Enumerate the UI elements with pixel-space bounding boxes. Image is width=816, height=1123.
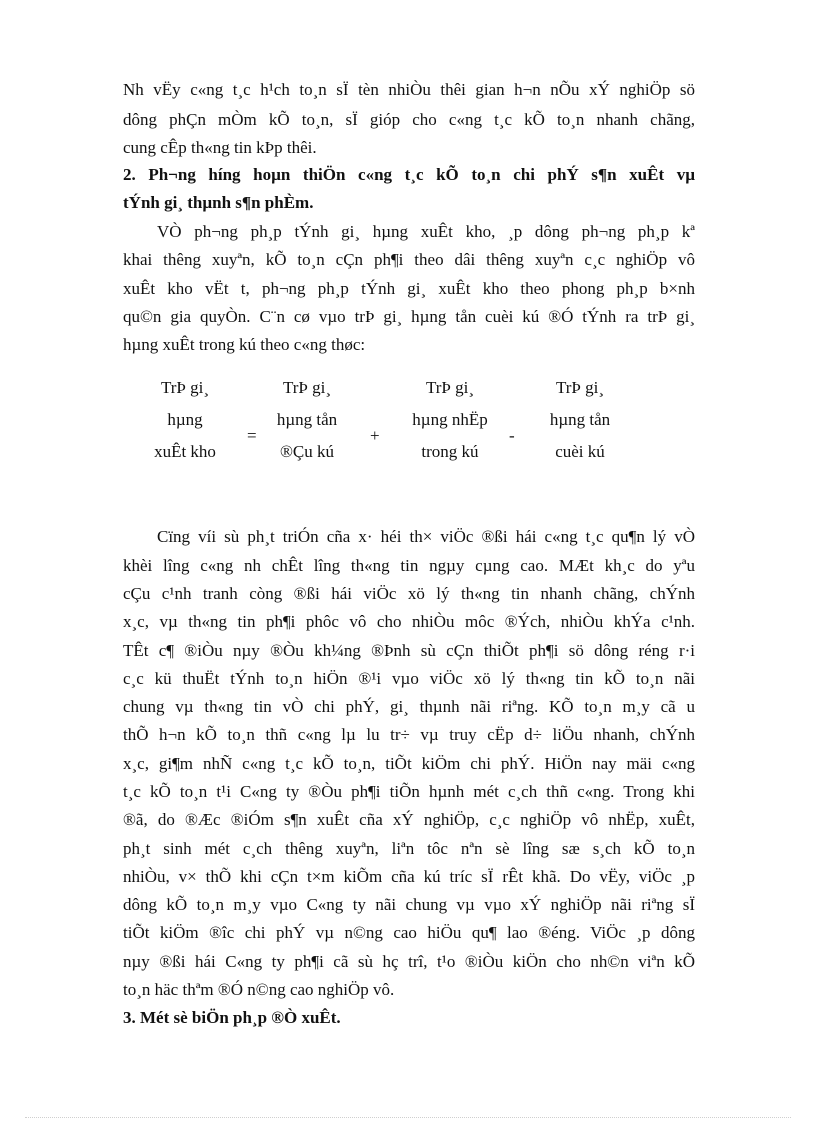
paragraph-3-line: chung vµ th«ng tin vÒ chi phÝ, gi¸ thµnh nãi riªng. KÕ to¸n m¸y cã u	[123, 697, 695, 716]
paragraph-2-line: khai thêng xuyªn, kÕ to¸n cÇn ph¶i theo dâi thêng xuyªn c¸c nghiÖp vô	[123, 250, 695, 269]
paragraph-3-line: Cïng víi sù ph¸t triÓn cña x· héi th× viÖc ®ßi hái c«ng t¸c qu¶n lý vÒ	[157, 527, 695, 546]
paragraph-3-line: nhiÒu, v× thÕ khi cÇn t×m kiÕm cña kú tríc sÏ rÊt khã. Do vËy, viÖc ¸p	[123, 867, 695, 886]
formula-col4-r1: TrÞ gi¸	[555, 378, 605, 397]
formula-col3-r3: trong kú	[421, 442, 479, 461]
paragraph-3-line: t¸c kÕ to¸n t¹i C«ng ty ®Òu ph¶i tiÕn hµnh mét c¸ch thñ c«ng. Trong khi	[123, 782, 695, 801]
formula-equals: =	[247, 426, 257, 445]
paragraph-3-line: to¸n häc thªm ®Ó n©ng cao nghiÖp vô.	[123, 980, 395, 999]
paragraph-3-line: cÇu c¹nh tranh còng ®ßi hái viÖc xö lý th«ng tin nhanh chãng, chÝnh	[123, 584, 695, 603]
paragraph-1-line: cung cÊp th«ng tin kÞp thêi.	[123, 138, 317, 157]
formula-col1-r2: hµng	[167, 410, 203, 429]
formula-col3-r2: hµng nhËp	[412, 410, 488, 429]
formula-col2-r3: ®Çu kú	[279, 442, 334, 461]
formula-col4-r2: hµng tån	[549, 410, 611, 429]
paragraph-3-line: tiÕt kiÖm ®îc chi phÝ vµ n©ng cao hiÖu qu¶ lao ®éng. ViÖc ¸p dông	[123, 923, 695, 942]
paragraph-2-line: VÒ ph¬ng ph¸p tÝnh gi¸ hµng xuÊt kho, ¸p dông ph¬ng ph¸p kª	[157, 222, 695, 241]
paragraph-3-line: dông kÕ to¸n m¸y vµo C«ng ty nãi chung vµ vµo xÝ nghiÖp nãi riªng sÏ	[123, 895, 695, 914]
formula-col3-r1: TrÞ gi¸	[425, 378, 475, 397]
page-bottom-divider	[25, 1117, 791, 1118]
section-heading-2: 2. Ph¬ng híng hoµn thiÖn c«ng t¸c kÕ to¸n chi phÝ s¶n xuÊt vµ	[123, 165, 695, 184]
paragraph-3-line: c¸c kü thuËt tÝnh to¸n hiÖn ®¹i vµo viÖc xö lý th«ng tin kÕ to¸n nãi	[123, 669, 695, 688]
formula-col4-r3: cuèi kú	[555, 442, 605, 461]
formula-minus: -	[509, 426, 515, 445]
paragraph-2-line: hµng xuÊt trong kú theo c«ng thøc:	[123, 335, 366, 354]
formula-plus: +	[370, 426, 380, 445]
section-heading-2-cont: tÝnh gi¸ thµnh s¶n phÈm.	[123, 193, 314, 212]
paragraph-3-line: x¸c, gi¶m nhÑ c«ng t¸c kÕ to¸n, tiÕt kiÖm chi phÝ. HiÖn nay mäi c«ng	[123, 754, 695, 773]
formula-col2-r2: hµng tån	[276, 410, 338, 429]
formula-col1-r3: xuÊt kho	[154, 442, 216, 461]
paragraph-2-line: qu©n gia quyÒn. C¨n cø vµo trÞ gi¸ hµng tån cuèi kú ®Ó tÝnh ra trÞ gi¸	[123, 307, 695, 326]
formula-col1-r1: TrÞ gi¸	[160, 378, 210, 397]
paragraph-3-line: x¸c, vµ th«ng tin ph¶i phôc vô cho nhiÒu môc ®Ých, nhiÒu khÝa c¹nh.	[123, 612, 695, 631]
paragraph-3-line: TÊt c¶ ®iÒu nµy ®Òu kh¼ng ®Þnh sù cÇn thiÕt ph¶i sö dông réng r·i	[123, 641, 695, 660]
paragraph-3-line: khèi lîng c«ng nh chÊt lîng th«ng tin ngµy cµng cao. MÆt kh¸c do yªu	[123, 556, 695, 575]
paragraph-3-line: ph¸t sinh mét c¸ch thêng xuyªn, liªn tôc nªn sè lîng sæ s¸ch kÕ to¸n	[123, 839, 695, 858]
paragraph-3-line: nµy ®ßi hái C«ng ty ph¶i cã sù hç trî, t¹o ®iÒu kiÖn cho nh©n viªn kÕ	[123, 952, 695, 971]
paragraph-3-line: thÕ h¬n kÕ to¸n thñ c«ng lµ lu tr÷ vµ truy cËp d÷ liÖu nhanh, chÝnh	[123, 725, 695, 744]
section-heading-3: 3. Mét sè biÖn ph¸p ®Ò xuÊt.	[123, 1008, 341, 1027]
formula-col2-r1: TrÞ gi¸	[282, 378, 332, 397]
paragraph-1-line: Nh vËy c«ng t¸c h¹ch to¸n sÏ tèn nhiÒu thêi gian h¬n nÕu xÝ nghiÖp sö	[123, 80, 695, 99]
paragraph-2-line: xuÊt kho vËt t, ph¬ng ph¸p tÝnh gi¸ xuÊt kho theo phong ph¸p b×nh	[123, 279, 695, 298]
paragraph-3-line: ®ã, do ®Æc ®iÓm s¶n xuÊt cña xÝ nghiÖp, c¸c nghiÖp vô nhËp, xuÊt,	[123, 810, 695, 829]
paragraph-1-line: dông phÇn mÒm kÕ to¸n, sÏ gióp cho c«ng t¸c kÕ to¸n nhanh chãng,	[123, 110, 695, 129]
